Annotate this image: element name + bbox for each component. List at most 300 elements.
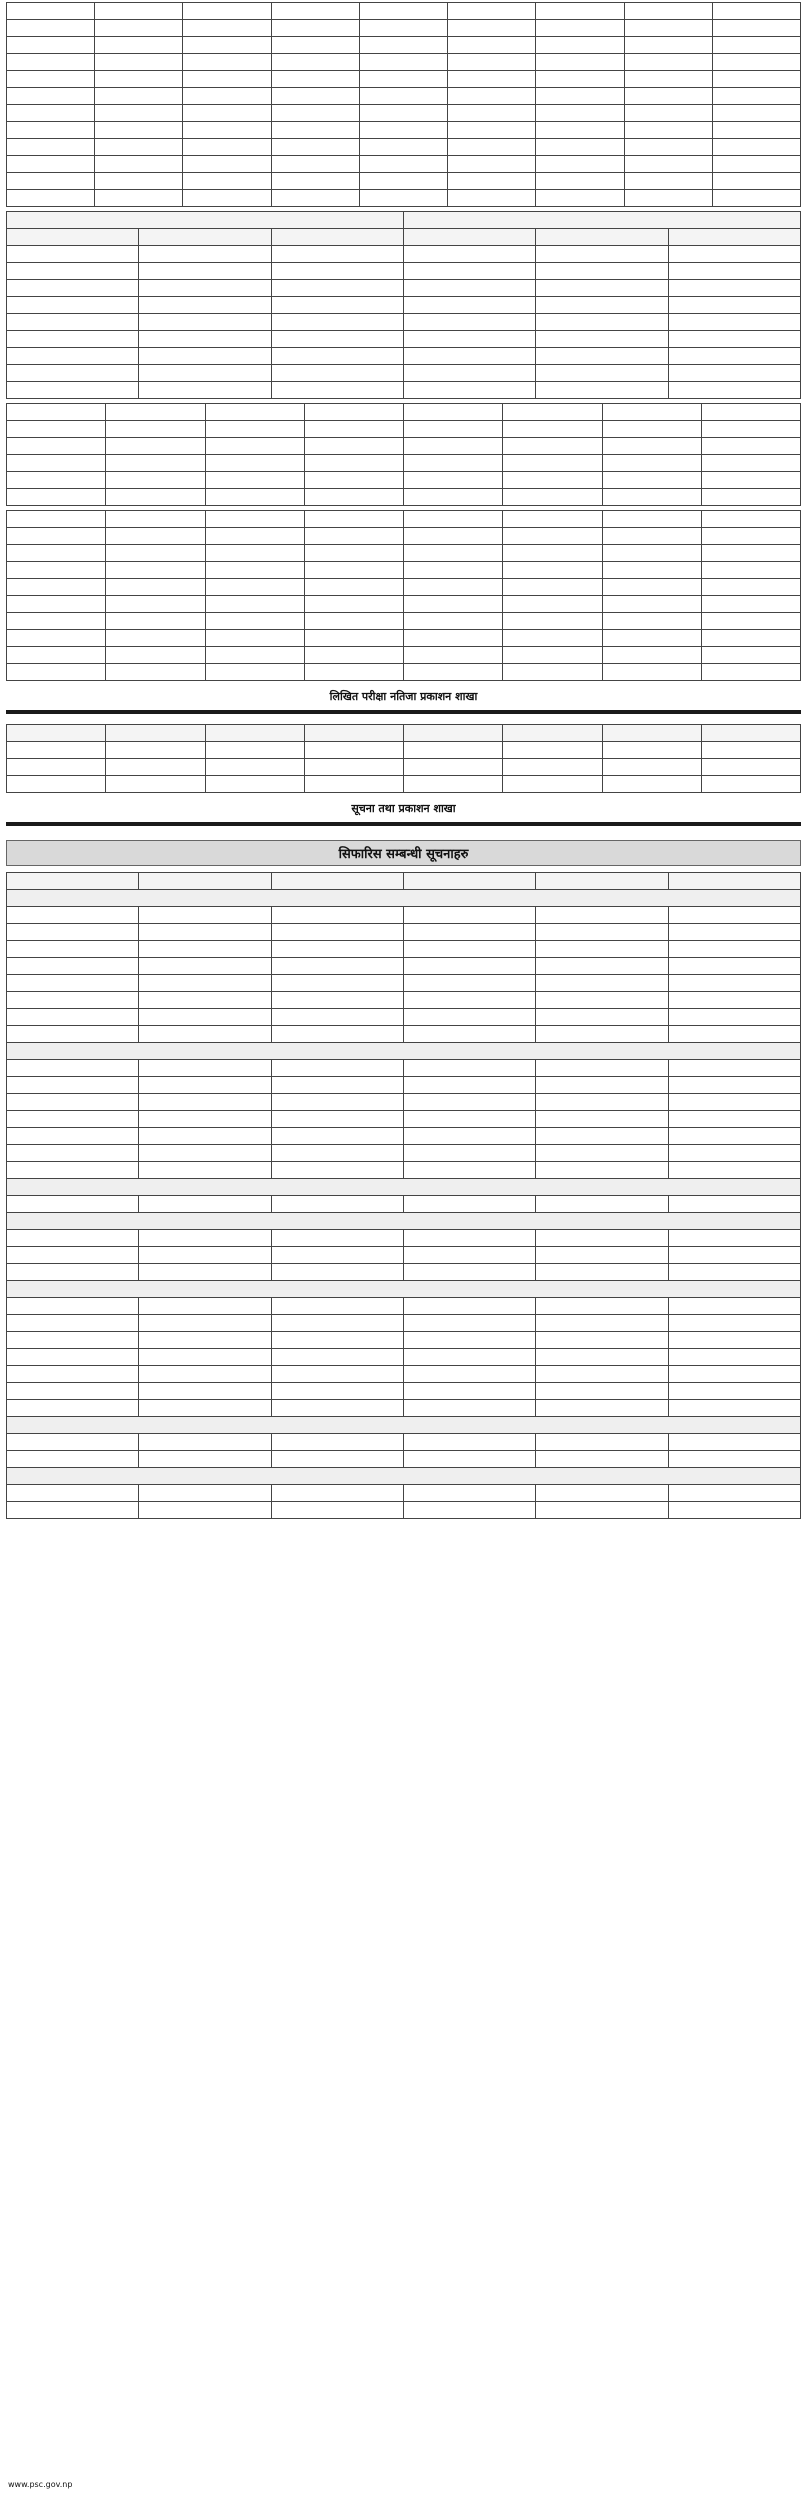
table-cell: [271, 54, 359, 71]
table-cell: [7, 1026, 139, 1043]
table-cell: [403, 1196, 535, 1213]
table-cell: [271, 20, 359, 37]
table-cell: [7, 1400, 139, 1417]
recommendation-group-label: [7, 1281, 801, 1298]
table-cell: [712, 105, 800, 122]
table-cell: [403, 941, 535, 958]
table-cell: [139, 1162, 271, 1179]
table-cell: [404, 421, 503, 438]
table-cell: [95, 122, 183, 139]
table-cell: [668, 1247, 800, 1264]
table-cell: [271, 1366, 403, 1383]
table-cell: [403, 1077, 535, 1094]
table-cell: [7, 562, 106, 579]
table-cell: [712, 156, 800, 173]
table-cell: [139, 1366, 271, 1383]
table-cell: [403, 1400, 535, 1417]
table-cell: [106, 742, 205, 759]
recommendation-row: [7, 1400, 801, 1417]
table-cell: [701, 438, 800, 455]
recommendation-row: [7, 975, 801, 992]
table-cell: [503, 511, 602, 528]
table-cell: [271, 1128, 403, 1145]
table-cell: [271, 958, 403, 975]
table-cell: [602, 511, 701, 528]
table-cell: [503, 579, 602, 596]
table-cell: [95, 20, 183, 37]
table-cell: [403, 1060, 535, 1077]
table-cell: [7, 1383, 139, 1400]
notice-2-body: [7, 511, 801, 681]
table-cell: [536, 1077, 668, 1094]
exam-section-title: लिखित परीक्षा नतिजा प्रकाशन शाखा: [329, 690, 478, 703]
table-cell: [7, 1145, 139, 1162]
notice-1-row: [7, 472, 801, 489]
table-cell: [712, 173, 800, 190]
table-cell: [448, 37, 536, 54]
table-cell: [448, 105, 536, 122]
table-cell: [536, 1128, 668, 1145]
recommendation-row: [7, 1298, 801, 1315]
reinstatement-row: [7, 742, 801, 759]
table-cell: [503, 776, 602, 793]
column-header: [304, 725, 403, 742]
table-cell: [624, 88, 712, 105]
table-cell: [271, 1162, 403, 1179]
table-cell: [403, 975, 535, 992]
table-cell: [668, 1434, 800, 1451]
table-cell: [602, 664, 701, 681]
table-cell: [536, 382, 668, 399]
table-cell: [205, 579, 304, 596]
table-cell: [7, 1077, 139, 1094]
recommendation-row: [7, 1026, 801, 1043]
recommendation-row: [7, 1009, 801, 1026]
table-cell: [271, 263, 403, 280]
table-cell: [536, 1162, 668, 1179]
table-cell: [271, 1026, 403, 1043]
table-cell: [404, 664, 503, 681]
table-cell: [668, 992, 800, 1009]
table-cell: [403, 992, 535, 1009]
table-cell: [503, 664, 602, 681]
table-cell: [359, 173, 447, 190]
table-cell: [7, 421, 106, 438]
table-cell: [536, 1502, 668, 1519]
recommendation-row: [7, 958, 801, 975]
table-cell: [668, 1264, 800, 1281]
notice-1-table: [6, 403, 801, 506]
interview-row: [7, 280, 801, 297]
table-cell: [7, 1111, 139, 1128]
table-cell: [139, 263, 271, 280]
recommendation-group-row: [7, 1043, 801, 1060]
table-cell: [139, 1111, 271, 1128]
table-cell: [624, 190, 712, 207]
table-cell: [271, 3, 359, 20]
table-cell: [536, 139, 624, 156]
table-cell: [602, 630, 701, 647]
table-cell: [139, 1383, 271, 1400]
table-cell: [7, 1485, 139, 1502]
table-cell: [403, 246, 535, 263]
roster-body: [7, 3, 801, 207]
table-cell: [359, 71, 447, 88]
table-cell: [668, 1230, 800, 1247]
table-cell: [7, 579, 106, 596]
table-cell: [668, 280, 800, 297]
table-cell: [139, 958, 271, 975]
table-cell: [403, 1111, 535, 1128]
table-cell: [106, 613, 205, 630]
table-cell: [139, 941, 271, 958]
table-cell: [304, 562, 403, 579]
table-cell: [304, 472, 403, 489]
table-cell: [7, 958, 139, 975]
table-cell: [536, 1230, 668, 1247]
notice-1-row: [7, 455, 801, 472]
table-cell: [536, 190, 624, 207]
table-cell: [7, 20, 95, 37]
table-cell: [602, 528, 701, 545]
table-cell: [536, 1383, 668, 1400]
table-cell: [205, 528, 304, 545]
table-cell: [448, 71, 536, 88]
table-cell: [701, 596, 800, 613]
table-cell: [95, 139, 183, 156]
table-cell: [624, 105, 712, 122]
table-cell: [271, 190, 359, 207]
roster-row: [7, 88, 801, 105]
table-cell: [205, 596, 304, 613]
table-cell: [7, 280, 139, 297]
recommendation-group-label: [7, 1417, 801, 1434]
table-cell: [205, 489, 304, 506]
table-cell: [536, 88, 624, 105]
table-cell: [7, 1230, 139, 1247]
table-cell: [139, 975, 271, 992]
table-cell: [7, 37, 95, 54]
recommendation-row: [7, 992, 801, 1009]
table-cell: [668, 297, 800, 314]
table-cell: [271, 1077, 403, 1094]
interview-row: [7, 263, 801, 280]
table-cell: [404, 528, 503, 545]
notice-2-row: [7, 596, 801, 613]
table-cell: [106, 630, 205, 647]
table-cell: [139, 907, 271, 924]
table-cell: [403, 1162, 535, 1179]
table-cell: [701, 562, 800, 579]
table-cell: [668, 1009, 800, 1026]
table-cell: [448, 122, 536, 139]
reinstatement-table-body: [7, 725, 801, 793]
table-cell: [536, 314, 668, 331]
table-cell: [701, 421, 800, 438]
table-cell: [7, 1247, 139, 1264]
column-header: [271, 229, 403, 246]
table-cell: [403, 1502, 535, 1519]
table-cell: [403, 924, 535, 941]
table-cell: [7, 88, 95, 105]
table-cell: [271, 173, 359, 190]
table-cell: [536, 156, 624, 173]
table-cell: [503, 455, 602, 472]
table-cell: [536, 173, 624, 190]
table-cell: [139, 1264, 271, 1281]
table-cell: [7, 907, 139, 924]
table-cell: [668, 1128, 800, 1145]
column-header: [602, 725, 701, 742]
table-cell: [205, 511, 304, 528]
recommendation-row: [7, 1145, 801, 1162]
table-cell: [536, 105, 624, 122]
table-cell: [205, 613, 304, 630]
table-cell: [536, 924, 668, 941]
table-cell: [359, 190, 447, 207]
table-cell: [403, 1332, 535, 1349]
table-cell: [359, 139, 447, 156]
table-cell: [139, 1502, 271, 1519]
table-cell: [404, 472, 503, 489]
table-cell: [448, 20, 536, 37]
table-cell: [139, 1026, 271, 1043]
table-cell: [668, 907, 800, 924]
table-cell: [139, 1196, 271, 1213]
table-cell: [536, 263, 668, 280]
table-cell: [503, 562, 602, 579]
table-cell: [404, 647, 503, 664]
table-cell: [448, 54, 536, 71]
table-cell: [271, 924, 403, 941]
table-cell: [183, 88, 271, 105]
table-cell: [271, 88, 359, 105]
table-cell: [7, 1009, 139, 1026]
table-cell: [536, 348, 668, 365]
table-cell: [139, 1485, 271, 1502]
recommendation-row: [7, 1502, 801, 1519]
table-cell: [448, 139, 536, 156]
table-cell: [701, 545, 800, 562]
table-cell: [139, 1060, 271, 1077]
table-cell: [304, 404, 403, 421]
table-cell: [7, 139, 95, 156]
table-cell: [536, 992, 668, 1009]
table-cell: [7, 348, 139, 365]
column-header: [503, 725, 602, 742]
table-cell: [205, 455, 304, 472]
table-cell: [7, 297, 139, 314]
table-cell: [404, 511, 503, 528]
column-header: [139, 873, 271, 890]
roster-row: [7, 71, 801, 88]
table-cell: [106, 438, 205, 455]
interview-row: [7, 365, 801, 382]
table-cell: [304, 528, 403, 545]
table-cell: [404, 562, 503, 579]
notice-2-row: [7, 528, 801, 545]
column-header: [404, 725, 503, 742]
table-cell: [359, 156, 447, 173]
table-cell: [668, 941, 800, 958]
table-cell: [7, 1332, 139, 1349]
table-cell: [668, 1349, 800, 1366]
table-cell: [139, 1332, 271, 1349]
table-cell: [712, 3, 800, 20]
column-header: [403, 229, 535, 246]
table-cell: [139, 314, 271, 331]
table-cell: [712, 88, 800, 105]
table-cell: [7, 54, 95, 71]
table-cell: [183, 54, 271, 71]
table-cell: [7, 528, 106, 545]
table-cell: [271, 1349, 403, 1366]
table-cell: [95, 173, 183, 190]
table-cell: [106, 489, 205, 506]
table-cell: [139, 348, 271, 365]
table-cell: [183, 122, 271, 139]
recommendation-group-row: [7, 1281, 801, 1298]
column-header: [668, 229, 800, 246]
table-cell: [536, 1060, 668, 1077]
table-cell: [448, 88, 536, 105]
table-cell: [106, 596, 205, 613]
table-cell: [503, 759, 602, 776]
table-cell: [271, 941, 403, 958]
table-cell: [503, 630, 602, 647]
table-cell: [624, 20, 712, 37]
table-cell: [536, 941, 668, 958]
table-cell: [139, 992, 271, 1009]
table-cell: [271, 1094, 403, 1111]
interview-row: [7, 314, 801, 331]
table-cell: [403, 1247, 535, 1264]
table-cell: [503, 613, 602, 630]
roster-row: [7, 139, 801, 156]
notice-1-row: [7, 438, 801, 455]
table-cell: [271, 1298, 403, 1315]
table-cell: [271, 156, 359, 173]
table-cell: [403, 1383, 535, 1400]
table-cell: [536, 1400, 668, 1417]
table-cell: [7, 314, 139, 331]
table-cell: [448, 173, 536, 190]
interview-header-row: [7, 229, 801, 246]
table-cell: [271, 1247, 403, 1264]
table-cell: [624, 139, 712, 156]
table-cell: [106, 579, 205, 596]
recommendation-row: [7, 907, 801, 924]
table-cell: [271, 1196, 403, 1213]
column-header: [7, 725, 106, 742]
table-cell: [7, 1264, 139, 1281]
column-header: [139, 229, 271, 246]
table-cell: [403, 1145, 535, 1162]
table-cell: [7, 1502, 139, 1519]
table-cell: [668, 1502, 800, 1519]
table-cell: [95, 105, 183, 122]
table-cell: [624, 54, 712, 71]
table-cell: [304, 579, 403, 596]
table-cell: [7, 776, 106, 793]
recommendation-row: [7, 1383, 801, 1400]
table-cell: [304, 489, 403, 506]
table-cell: [403, 1451, 535, 1468]
table-cell: [503, 421, 602, 438]
recommendation-title: सिफारिस सम्बन्धी सूचनाहरु: [6, 840, 801, 866]
info-section-title: सूचना तथा प्रकाशन शाखा: [351, 802, 456, 815]
table-cell: [404, 742, 503, 759]
table-cell: [624, 156, 712, 173]
table-cell: [536, 1264, 668, 1281]
table-cell: [205, 742, 304, 759]
table-cell: [536, 1094, 668, 1111]
table-cell: [624, 71, 712, 88]
interview-row: [7, 331, 801, 348]
table-cell: [106, 664, 205, 681]
table-cell: [271, 1009, 403, 1026]
table-cell: [602, 438, 701, 455]
table-cell: [106, 528, 205, 545]
table-cell: [7, 596, 106, 613]
table-cell: [359, 54, 447, 71]
notice-1-body: [7, 404, 801, 506]
table-cell: [701, 579, 800, 596]
table-cell: [404, 438, 503, 455]
table-cell: [403, 1434, 535, 1451]
interview-row: [7, 246, 801, 263]
notice-2-row: [7, 647, 801, 664]
roster-row: [7, 105, 801, 122]
table-cell: [95, 3, 183, 20]
table-cell: [668, 1332, 800, 1349]
roster-row: [7, 122, 801, 139]
table-cell: [7, 1451, 139, 1468]
table-cell: [271, 1332, 403, 1349]
table-cell: [271, 71, 359, 88]
table-cell: [536, 37, 624, 54]
column-header: [701, 725, 800, 742]
notice-2-row: [7, 545, 801, 562]
table-cell: [7, 156, 95, 173]
column-header: [106, 725, 205, 742]
table-cell: [271, 331, 403, 348]
table-cell: [668, 1485, 800, 1502]
recommendation-group-row: [7, 1213, 801, 1230]
notice-2-row: [7, 579, 801, 596]
notice-2-row: [7, 562, 801, 579]
table-cell: [205, 664, 304, 681]
table-cell: [271, 1315, 403, 1332]
interview-row: [7, 297, 801, 314]
table-cell: [139, 924, 271, 941]
table-cell: [712, 139, 800, 156]
roster-row: [7, 20, 801, 37]
table-cell: [536, 331, 668, 348]
table-cell: [7, 992, 139, 1009]
table-cell: [668, 1077, 800, 1094]
table-cell: [668, 958, 800, 975]
recommendation-row: [7, 1060, 801, 1077]
roster-row: [7, 156, 801, 173]
table-cell: [7, 1298, 139, 1315]
table-cell: [404, 776, 503, 793]
table-cell: [403, 1026, 535, 1043]
table-cell: [668, 348, 800, 365]
table-cell: [7, 1315, 139, 1332]
table-cell: [404, 404, 503, 421]
table-cell: [7, 455, 106, 472]
